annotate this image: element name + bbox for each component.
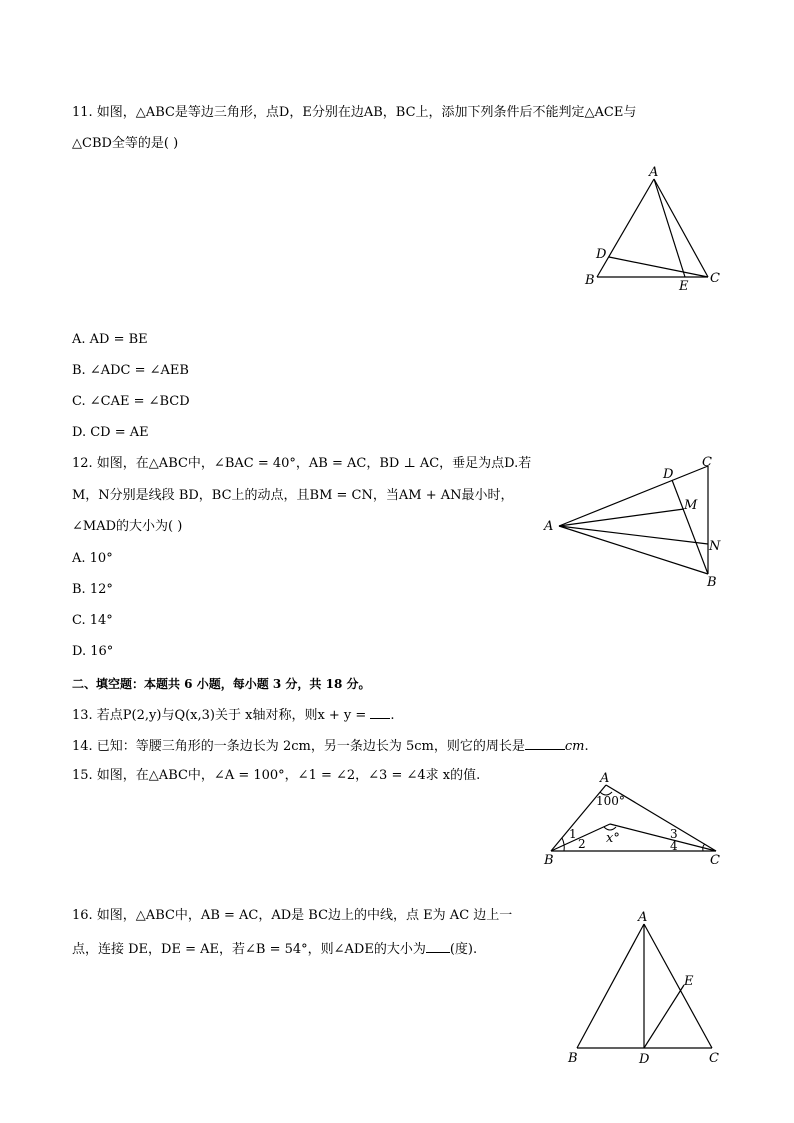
q12-option-a: A. 10° <box>72 551 113 566</box>
q11-label-b: B <box>585 273 595 288</box>
q12-label-m: M <box>684 498 698 513</box>
q15-angle-2: 2 <box>578 837 586 851</box>
q16-label-c: C <box>709 1051 719 1066</box>
q16-segment-de <box>644 985 684 1048</box>
q14-stem <box>72 737 589 755</box>
q12-option-c: C. 14° <box>72 613 113 628</box>
q11-option-a: A. AD = BE <box>72 332 148 347</box>
q12-side-ab <box>559 526 708 574</box>
q15-angle-4: 4 <box>670 839 678 853</box>
q12-label-a: A <box>544 519 554 534</box>
q15-bisector-c <box>610 824 716 851</box>
q15-angle-x: x° <box>606 831 620 846</box>
q15-angle-3: 3 <box>670 827 678 841</box>
q11-label-d: D <box>596 247 607 262</box>
q11-side-ab <box>597 179 654 277</box>
q12-stem-line1: 12. 如图，在△ABC中，∠BAC = 40°，AB = AC，BD ⊥ AC，垂足为点D.若 <box>72 456 532 471</box>
q16-figure <box>560 905 740 1075</box>
q16-label-b: B <box>568 1051 578 1066</box>
q12-label-d: D <box>663 467 674 482</box>
q13-answer-blank <box>370 706 390 719</box>
q16-stem-line1: 16. 如图，△ABC中，AB = AC，AD是 BC边上的中线，点 E为 AC 边上一 <box>72 908 513 923</box>
q15-label-c: C <box>710 853 720 868</box>
q11-option-c: C. ∠CAE = ∠BCD <box>72 394 190 409</box>
q16-label-d: D <box>639 1052 650 1067</box>
q12-label-c: C <box>702 455 712 470</box>
q12-figure <box>540 452 730 592</box>
q12-option-d: D. 16° <box>72 644 114 659</box>
q15-arc-x <box>604 827 616 830</box>
q11-side-ac <box>654 179 708 277</box>
q12-label-b: B <box>707 575 717 590</box>
q14-unit: cm <box>564 739 585 754</box>
q15-label-b: B <box>544 853 554 868</box>
q16-answer-blank <box>426 940 450 953</box>
q11-stem-line1: 11. 如图，△ABC是等边三角形，点D，E分别在边AB，BC上，添加下列条件后不能判定△ACE与 <box>72 105 637 120</box>
q15-label-a: A <box>600 771 610 786</box>
q16-text-after: (度). <box>449 942 478 957</box>
q12-segment-am <box>559 509 684 526</box>
q16-label-a: A <box>638 910 648 925</box>
q11-option-b: B. ∠ADC = ∠AEB <box>72 363 189 378</box>
q11-label-c: C <box>710 271 720 286</box>
q16-label-e: E <box>684 974 694 989</box>
q12-stem-line3: ∠MAD的大小为( ) <box>72 519 183 534</box>
q11-label-e: E <box>679 279 689 294</box>
q14-text-after: . <box>584 739 589 754</box>
q15-stem: 15. 如图，在△ABC中，∠A = 100°，∠1 = ∠2，∠3 = ∠4求 x的值. <box>72 768 481 783</box>
q15-angle-1: 1 <box>569 827 577 841</box>
q16-side-ab <box>577 924 644 1048</box>
q13-text-after: . <box>390 708 395 723</box>
q11-label-a: A <box>649 165 659 180</box>
q12-stem-line2: M，N分别是线段 BD，BC上的动点，且BM = CN，当AM + AN最小时， <box>72 488 514 503</box>
q11-segment-dc <box>609 257 708 277</box>
q14-answer-blank <box>525 737 565 750</box>
q15-angle-a: 100° <box>596 794 625 808</box>
q14-text-before: 14. 已知：等腰三角形的一条边长为 2cm，另一条边长为 5cm，则它的周长是 <box>72 739 525 754</box>
q11-stem-line2: △CBD全等的是( ) <box>72 136 179 151</box>
q16-side-ac <box>644 924 712 1048</box>
q15-arc-b <box>562 838 564 851</box>
q12-label-n: N <box>709 539 721 554</box>
q11-figure <box>580 160 730 295</box>
q13-text-before: 13. 若点P(2,y)与Q(x,3)关于 x轴对称，则x + y = <box>72 708 367 723</box>
q13-stem <box>72 706 394 724</box>
q11-option-d: D. CD = AE <box>72 425 149 440</box>
q16-stem-line2 <box>72 940 477 958</box>
section-fill-in-title: 二、填空题：本题共 6 小题，每小题 3 分，共 18 分。 <box>72 677 371 691</box>
q15-figure <box>540 768 730 868</box>
q12-option-b: B. 12° <box>72 582 113 597</box>
q12-segment-an <box>559 526 708 544</box>
q12-segment-bd <box>672 480 708 574</box>
q16-text-before: 点，连接 DE，DE = AE，若∠B = 54°，则∠ADE的大小为 <box>72 942 426 957</box>
